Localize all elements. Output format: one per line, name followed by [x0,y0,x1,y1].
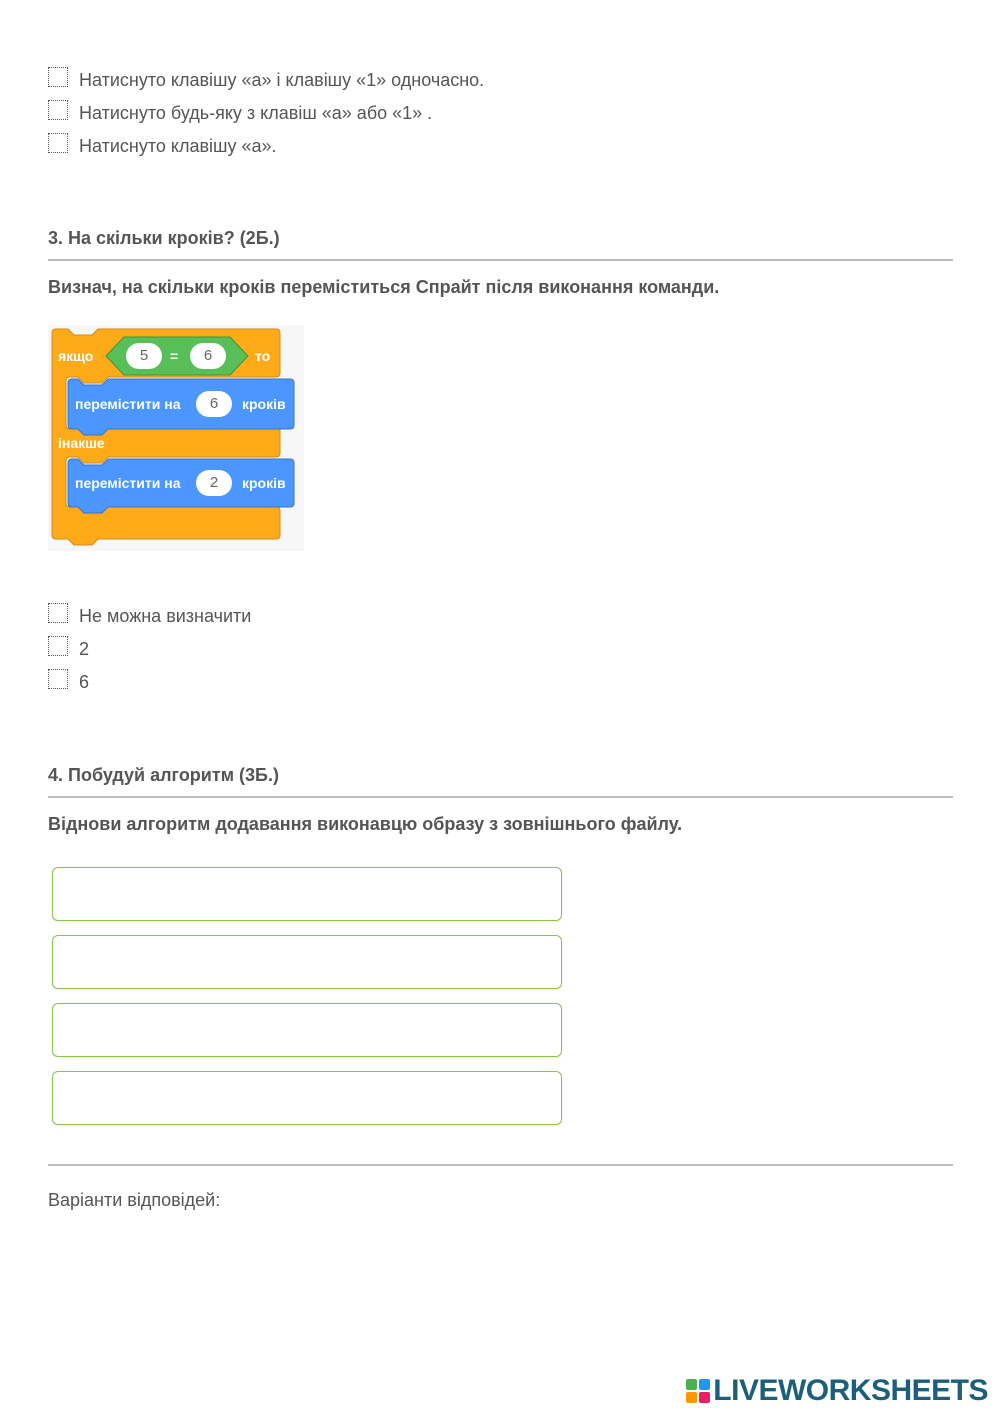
steps-label-2: кроків [242,475,286,491]
then-label: то [255,348,271,364]
q2-option-3-label: Натиснуто клавішу «a». [79,136,277,156]
if-label: якщо [58,348,94,364]
q4-title: 4. Побудуй алгоритм (3Б.) [48,765,279,785]
q2-option-2-checkbox[interactable] [48,100,68,120]
move-value-2-input: 2 [196,470,232,496]
right-value-input: 6 [190,343,226,369]
liveworksheets-logo-text: LIVEWORKSHEETS [713,1374,988,1407]
q3-title: 3. На скільки кроків? (2Б.) [48,228,280,248]
left-value-input: 5 [126,343,162,369]
q3-option-3-checkbox[interactable] [48,669,68,689]
q3-divider [48,259,953,261]
q2-option-1-checkbox[interactable] [48,67,68,87]
q3-option-3-label: 6 [79,672,90,692]
scratch-if-else-block [48,325,304,551]
drop-slot-3[interactable] [52,1003,562,1057]
move-label-2: перемістити на [75,475,181,491]
q3-option-2-label: 2 [79,639,90,659]
steps-label-1: кроків [242,396,286,412]
move-value-1-input: 6 [196,391,232,417]
variants-label: Варіанти відповідей: [48,1190,221,1210]
liveworksheets-logo-icon [686,1379,710,1403]
q3-option-1-label: Не можна визначити [79,606,252,626]
q3-option-1-checkbox[interactable] [48,603,68,623]
move-label-1: перемістити на [75,396,181,412]
q4-divider [48,796,953,798]
variants-divider [48,1164,953,1166]
drop-slot-1[interactable] [52,867,562,921]
q2-option-1-label: Натиснуто клавішу «a» і клавішу «1» одночасно. [79,70,485,90]
q2-option-3-checkbox[interactable] [48,133,68,153]
drop-slot-4[interactable] [52,1071,562,1125]
q4-description: Віднови алгоритм додавання виконавцю образу з зовнішнього файлу. [48,814,683,834]
q3-description: Визнач, на скільки кроків переміститься Спрайт після виконання команди. [48,277,720,297]
q2-option-2-label: Натиснуто будь-яку з клавіш «a» або «1» . [79,103,433,123]
equals-operator: = [170,348,179,364]
liveworksheets-logo [686,1375,988,1407]
else-label: інакше [58,435,105,451]
q3-option-2-checkbox[interactable] [48,636,68,656]
drop-slot-2[interactable] [52,935,562,989]
